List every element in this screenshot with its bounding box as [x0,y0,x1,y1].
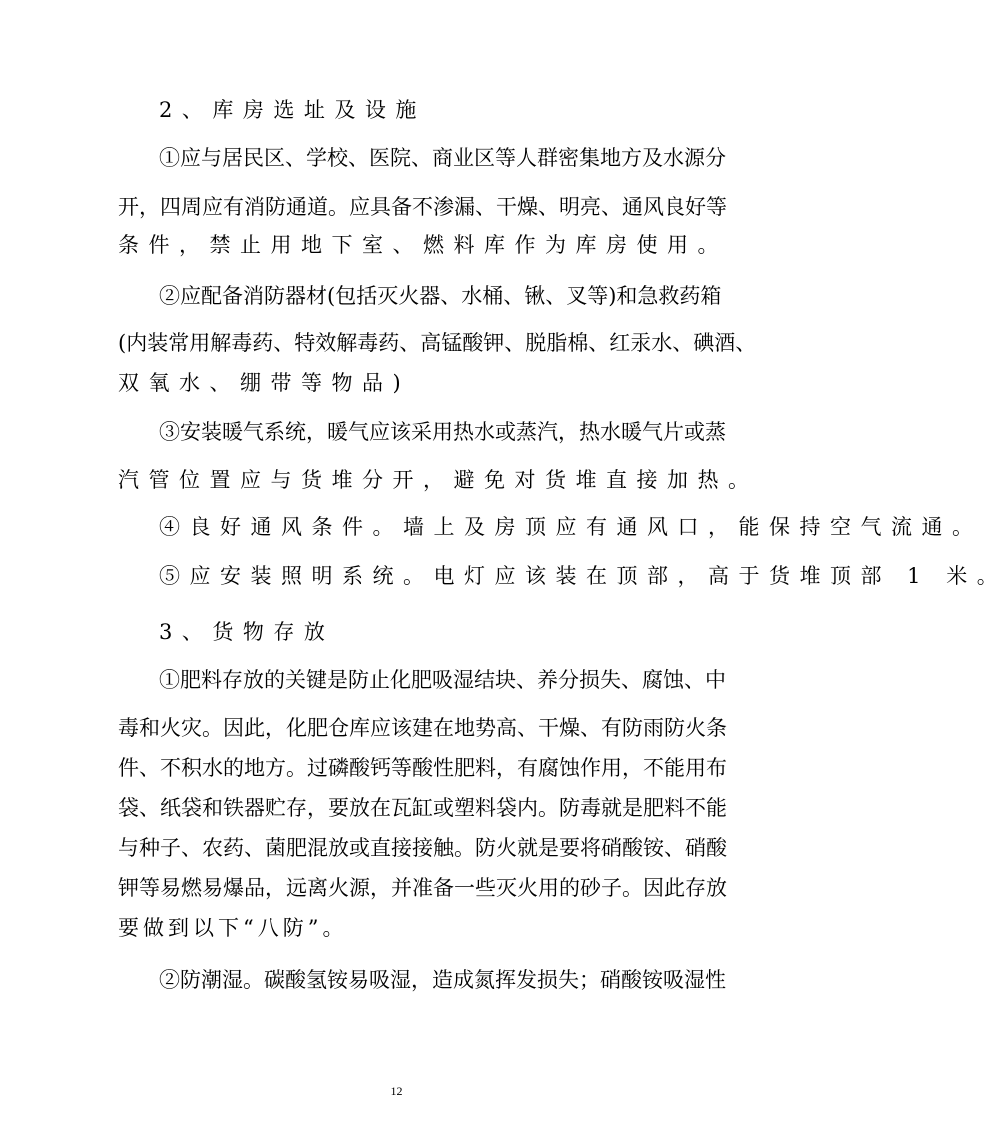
paragraph-line: 条件，禁止用地下室、燃料库作为库房使用。 [118,233,728,257]
paragraph-line: 要做到以下“八防”。 [118,916,348,940]
section-heading: 2、库房选址及设施 [159,98,426,122]
paragraph-line: 与种子、农药、菌肥混放或直接接触。防火就是要将硝酸铵、硝酸 [118,836,727,860]
paragraph-line: 袋、纸袋和铁器贮存，要放在瓦缸或塑料袋内。防毒就是肥料不能 [118,796,727,820]
paragraph-line: 汽管位置应与货堆分开，避免对货堆直接加热。 [118,468,759,492]
page-number: 12 [390,1084,403,1098]
paragraph-line: ①应与居民区、学校、医院、商业区等人群密集地方及水源分 [159,146,726,170]
paragraph-line: (内装常用解毒药、特效解毒药、高锰酸钾、脱脂棉、红汞水、碘酒、 [118,331,757,355]
paragraph-line: 双氧水、绷带等物品) [118,371,411,395]
paragraph-line: ③安装暖气系统，暖气应该采用热水或蒸汽，热水暖气片或蒸 [159,420,726,444]
section-heading: 3、货物存放 [159,620,335,644]
paragraph-line: ⑤应安装照明系统。电灯应该装在顶部，高于货堆顶部 1 米。 [159,564,1007,588]
paragraph-line: ④良好通风条件。墙上及房顶应有通风口，能保持空气流通。 [159,515,983,539]
paragraph-line: 开，四周应有消防通道。应具备不渗漏、干燥、明亮、通风良好等 [118,195,727,219]
paragraph-line: 件、不积水的地方。过磷酸钙等酸性肥料，有腐蚀作用，不能用布 [118,756,727,780]
paragraph-line: ②防潮湿。碳酸氢铵易吸湿，造成氮挥发损失；硝酸铵吸湿性 [159,968,726,992]
paragraph-line: 钾等易燃易爆品，远离火源，并准备一些灭火用的砂子。因此存放 [118,876,727,900]
paragraph-line: ②应配备消防器材(包括灭火器、水桶、锹、叉等)和急救药箱 [159,284,722,308]
paragraph-line: ①肥料存放的关键是防止化肥吸湿结块、养分损失、腐蚀、中 [159,668,726,692]
paragraph-line: 毒和火灾。因此，化肥仓库应该建在地势高、干燥、有防雨防火条 [118,716,727,740]
